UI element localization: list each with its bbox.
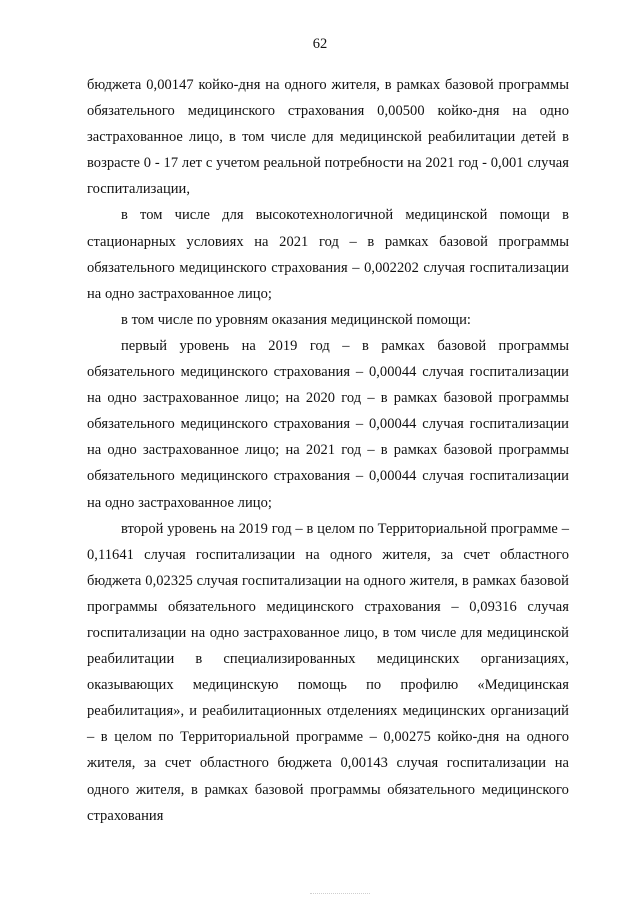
paragraph-first-level: первый уровень на 2019 год – в рамках базовой программы обязательного медицинского страхования – 0,00044 случая госпитализации на одно застрахованное лицо; на 2020 год – в рамках базовой программы обязательного медицинского страхования – 0,00044 случая госпитализации на одно застрахованное лицо; на 2021 год – в рамках базовой программы обязательного медицинского страхования – 0,00044 случая госпитализации на одно застрахованное лицо;	[87, 337, 569, 511]
paragraph-continuation: бюджета 0,00147 койко-дня на одного жителя, в рамках базовой программы обязательного медицинского страхования 0,00500 койко-дня на одно застрахованное лицо, в том числе для медицинской реабилитации детей в возрасте 0 - 17 лет с учетом реальной потребности на 2021 год - 0,001 случая госпитализации,	[87, 77, 569, 198]
paragraph-second-level: второй уровень на 2019 год – в целом по Территориальной программе – 0,11641 случая госпитализации на одного жителя, за счет областного бюджета 0,02325 случая госпитализации на одного жителя, в рамках базовой программы обязательного медицинского страхования – 0,09316 случая госпитализации на одно застрахованное лицо, в том числе для медицинской реабилитации в специализированных медицинских организациях, оказывающих медицинскую помощь по профилю «Медицинская реабилитация», и реабилитационных отделениях медицинских организаций – в целом по Территориальной программе – 0,00275 койко-дня на одного жителя, за счет областного бюджета 0,00143 случая госпитализации на одного жителя, в рамках базовой программы обязательного медицинского страхования	[87, 520, 569, 824]
paragraph-high-tech-care: в том числе для высокотехнологичной медицинской помощи в стационарных условиях на 2021 год – в рамках базовой программы обязательного медицинского страхования – 0,002202 случая госпитализации на одно застрахованное лицо;	[87, 207, 569, 302]
scan-artifact	[310, 893, 370, 898]
page-number: 62	[312, 36, 328, 52]
body-text	[87, 72, 569, 829]
paragraph-care-levels-intro: в том числе по уровням оказания медицинской помощи:	[121, 311, 472, 328]
